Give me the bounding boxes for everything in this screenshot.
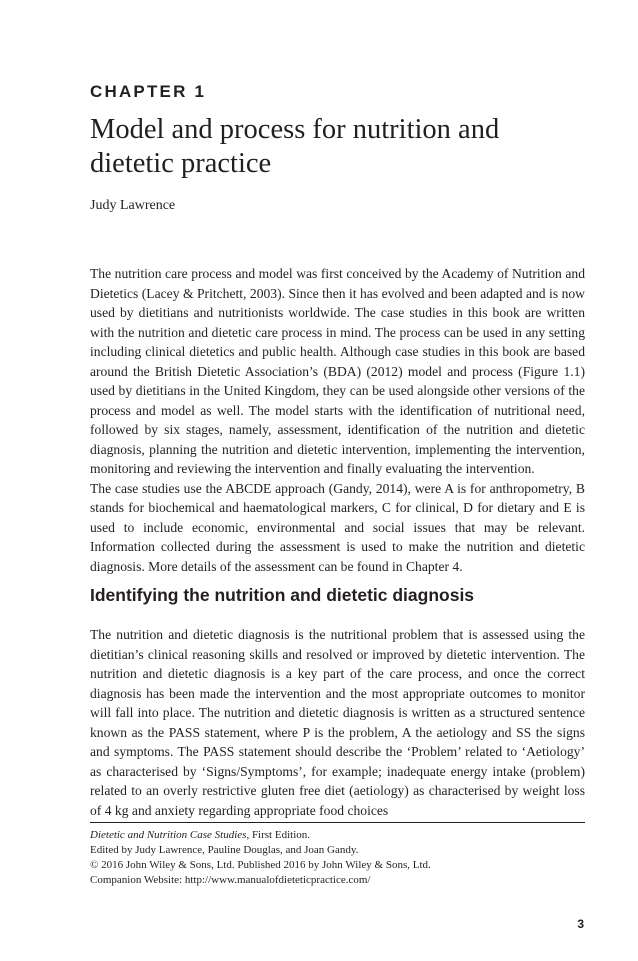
footnote-copyright: © 2016 John Wiley & Sons, Ltd. Published 2016 by John Wiley & Sons, Ltd. — [90, 859, 431, 871]
chapter-author: Judy Lawrence — [90, 198, 176, 213]
section-paragraph: The nutrition and dietetic diagnosis is the nutritional problem that is assessed using the dietitian’s clinical reasoning skills and resolved or improved by dietetic intervention. The nutrition and dietetic diagnosis is a key part of the care process, and once the correct diagnosis has been made the intervention and the most appropriate outcomes to monitor will fall into place. The nutrition and dietetic diagnosis is written as a structured sentence known as the PASS statement, where P is the problem, A the aetiology and SS the signs and symptoms. The PASS statement should describe the ‘Problem’ related to ‘Aetiology’ as characterised by ‘Signs/Symptoms’, for example; inadequate energy intake (problem) related to an overly restrictive gluten free diet (aetiology) as characterised by weight loss of 4 kg and anxiety regarding appropriate food choices — [90, 627, 585, 818]
section-heading: Identifying the nutrition and dietetic diagnosis — [90, 585, 475, 605]
intro-text — [90, 264, 585, 576]
footnote-edition: , First Edition. — [246, 829, 310, 841]
footnote-citation — [90, 828, 585, 843]
footnote-website: Companion Website: http://www.manualofdieteticpractice.com/ — [90, 874, 371, 886]
chapter-label: CHAPTER 1 — [90, 82, 207, 101]
footnote-book-title: Dietetic and Nutrition Case Studies — [90, 829, 247, 841]
page-number: 3 — [577, 917, 584, 931]
intro-paragraph-1: The nutrition care process and model was first conceived by the Academy of Nutrition and Dietetics (Lacey & Pritchett, 2003). Since then it has evolved and been adapted and is now used by dietitians and nutritionists worldwide. The case studies in this book are written with the nutrition and dietetic care process in mind. The process can be used in any setting including clinical dietetics and public health. Although case studies in this book are based around the British Dietetic Association’s (BDA) (2012) model and process (Figure 1.1) used by dietitians in the United Kingdom, they can be used alongside other versions of the process and model as well. The model starts with the identification of nutritional need, followed by six stages, namely, assessment, identification of the nutrition and dietetic diagnosis, planning the nutrition and dietetic intervention, implementing the intervention, monitoring and reviewing the intervention and finally evaluating the intervention. — [90, 266, 585, 476]
chapter-title: Model and process for nutrition and dietetic practice — [90, 114, 500, 179]
intro-paragraph-2: The case studies use the ABCDE approach (Gandy, 2014), were A is for anthropometry, B stands for biochemical and haematological markers, C for clinical, D for dietary and E is used to include economic, environmental and social issues that may be relevant. Information collected during the assessment is used to make the nutrition and dietetic diagnosis. More details of the assessment can be found in Chapter 4. — [90, 480, 585, 574]
footnote-editors: Edited by Judy Lawrence, Pauline Douglas, and Joan Gandy. — [90, 844, 359, 856]
footnote — [90, 828, 585, 888]
footnote-divider — [90, 822, 585, 823]
